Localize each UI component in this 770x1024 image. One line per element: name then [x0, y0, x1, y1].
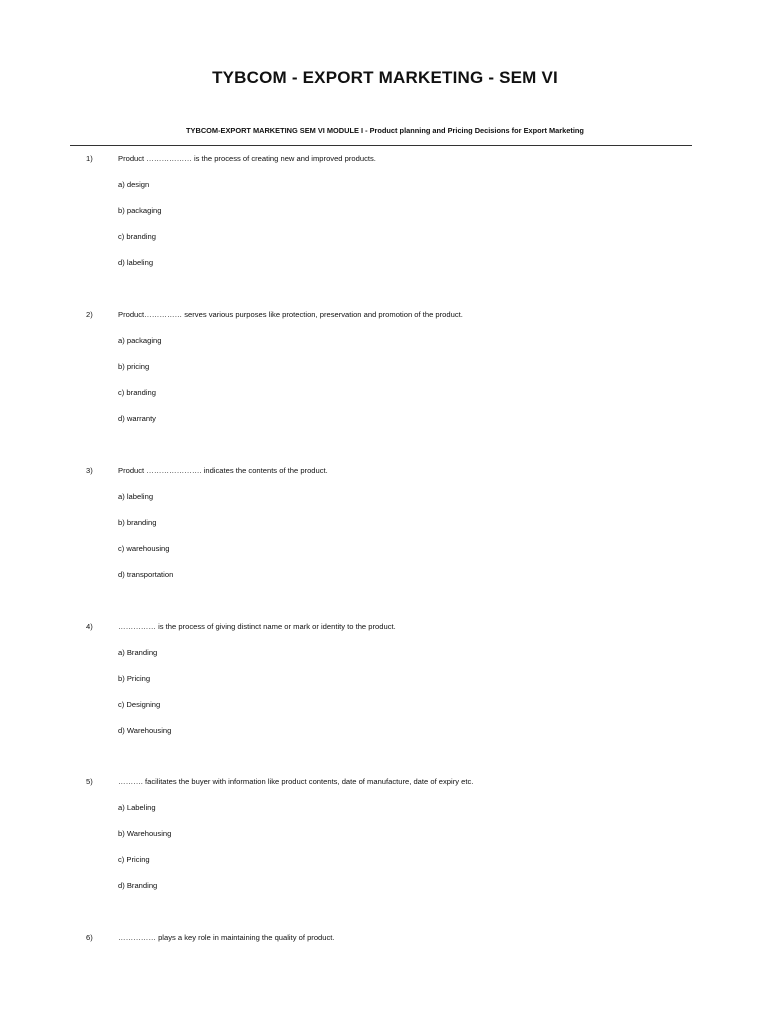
question-number: 5) — [86, 777, 93, 786]
option-d: d) Warehousing — [118, 726, 172, 735]
option-a: a) labeling — [118, 492, 154, 501]
document-title: TYBCOM - EXPORT MARKETING - SEM VI — [212, 68, 558, 87]
option-b: b) pricing — [118, 362, 150, 371]
option-d: d) labeling — [118, 258, 154, 267]
option-c: c) branding — [118, 388, 156, 397]
question-text: …………… plays a key role in maintaining the quality of product. — [118, 933, 335, 942]
question-text: ………. facilitates the buyer with information like product contents, date of manufacture, date of expiry etc. — [118, 777, 474, 786]
option-d: d) transportation — [118, 570, 174, 579]
header-divider — [70, 145, 692, 146]
option-a: a) packaging — [118, 336, 162, 345]
question-number: 3) — [86, 466, 93, 475]
option-b: b) packaging — [118, 206, 162, 215]
question-number: 1) — [86, 154, 93, 163]
option-a: a) Branding — [118, 648, 158, 657]
option-d: d) warranty — [118, 414, 156, 423]
option-c: c) branding — [118, 232, 156, 241]
question-number: 4) — [86, 622, 93, 631]
option-a: a) design — [118, 180, 150, 189]
question-number: 2) — [86, 310, 93, 319]
option-b: b) Pricing — [118, 674, 151, 683]
option-c: c) warehousing — [118, 544, 170, 553]
option-c: c) Designing — [118, 700, 161, 709]
question-text: Product …………………. indicates the contents of the product. — [118, 466, 328, 475]
option-b: b) Warehousing — [118, 829, 172, 838]
question-text: …………… is the process of giving distinct name or mark or identity to the product. — [118, 622, 396, 631]
option-d: d) Branding — [118, 881, 158, 890]
question-text: Product ……………… is the process of creating new and improved products. — [118, 154, 376, 163]
option-a: a) Labeling — [118, 803, 156, 812]
document-subtitle: TYBCOM-EXPORT MARKETING SEM VI MODULE I - Product planning and Pricing Decisions for Export Marketing — [186, 126, 584, 135]
question-text: Product…………… serves various purposes like protection, preservation and promotion of the product. — [118, 310, 463, 319]
option-c: c) Pricing — [118, 855, 150, 864]
question-number: 6) — [86, 933, 93, 942]
option-b: b) branding — [118, 518, 157, 527]
